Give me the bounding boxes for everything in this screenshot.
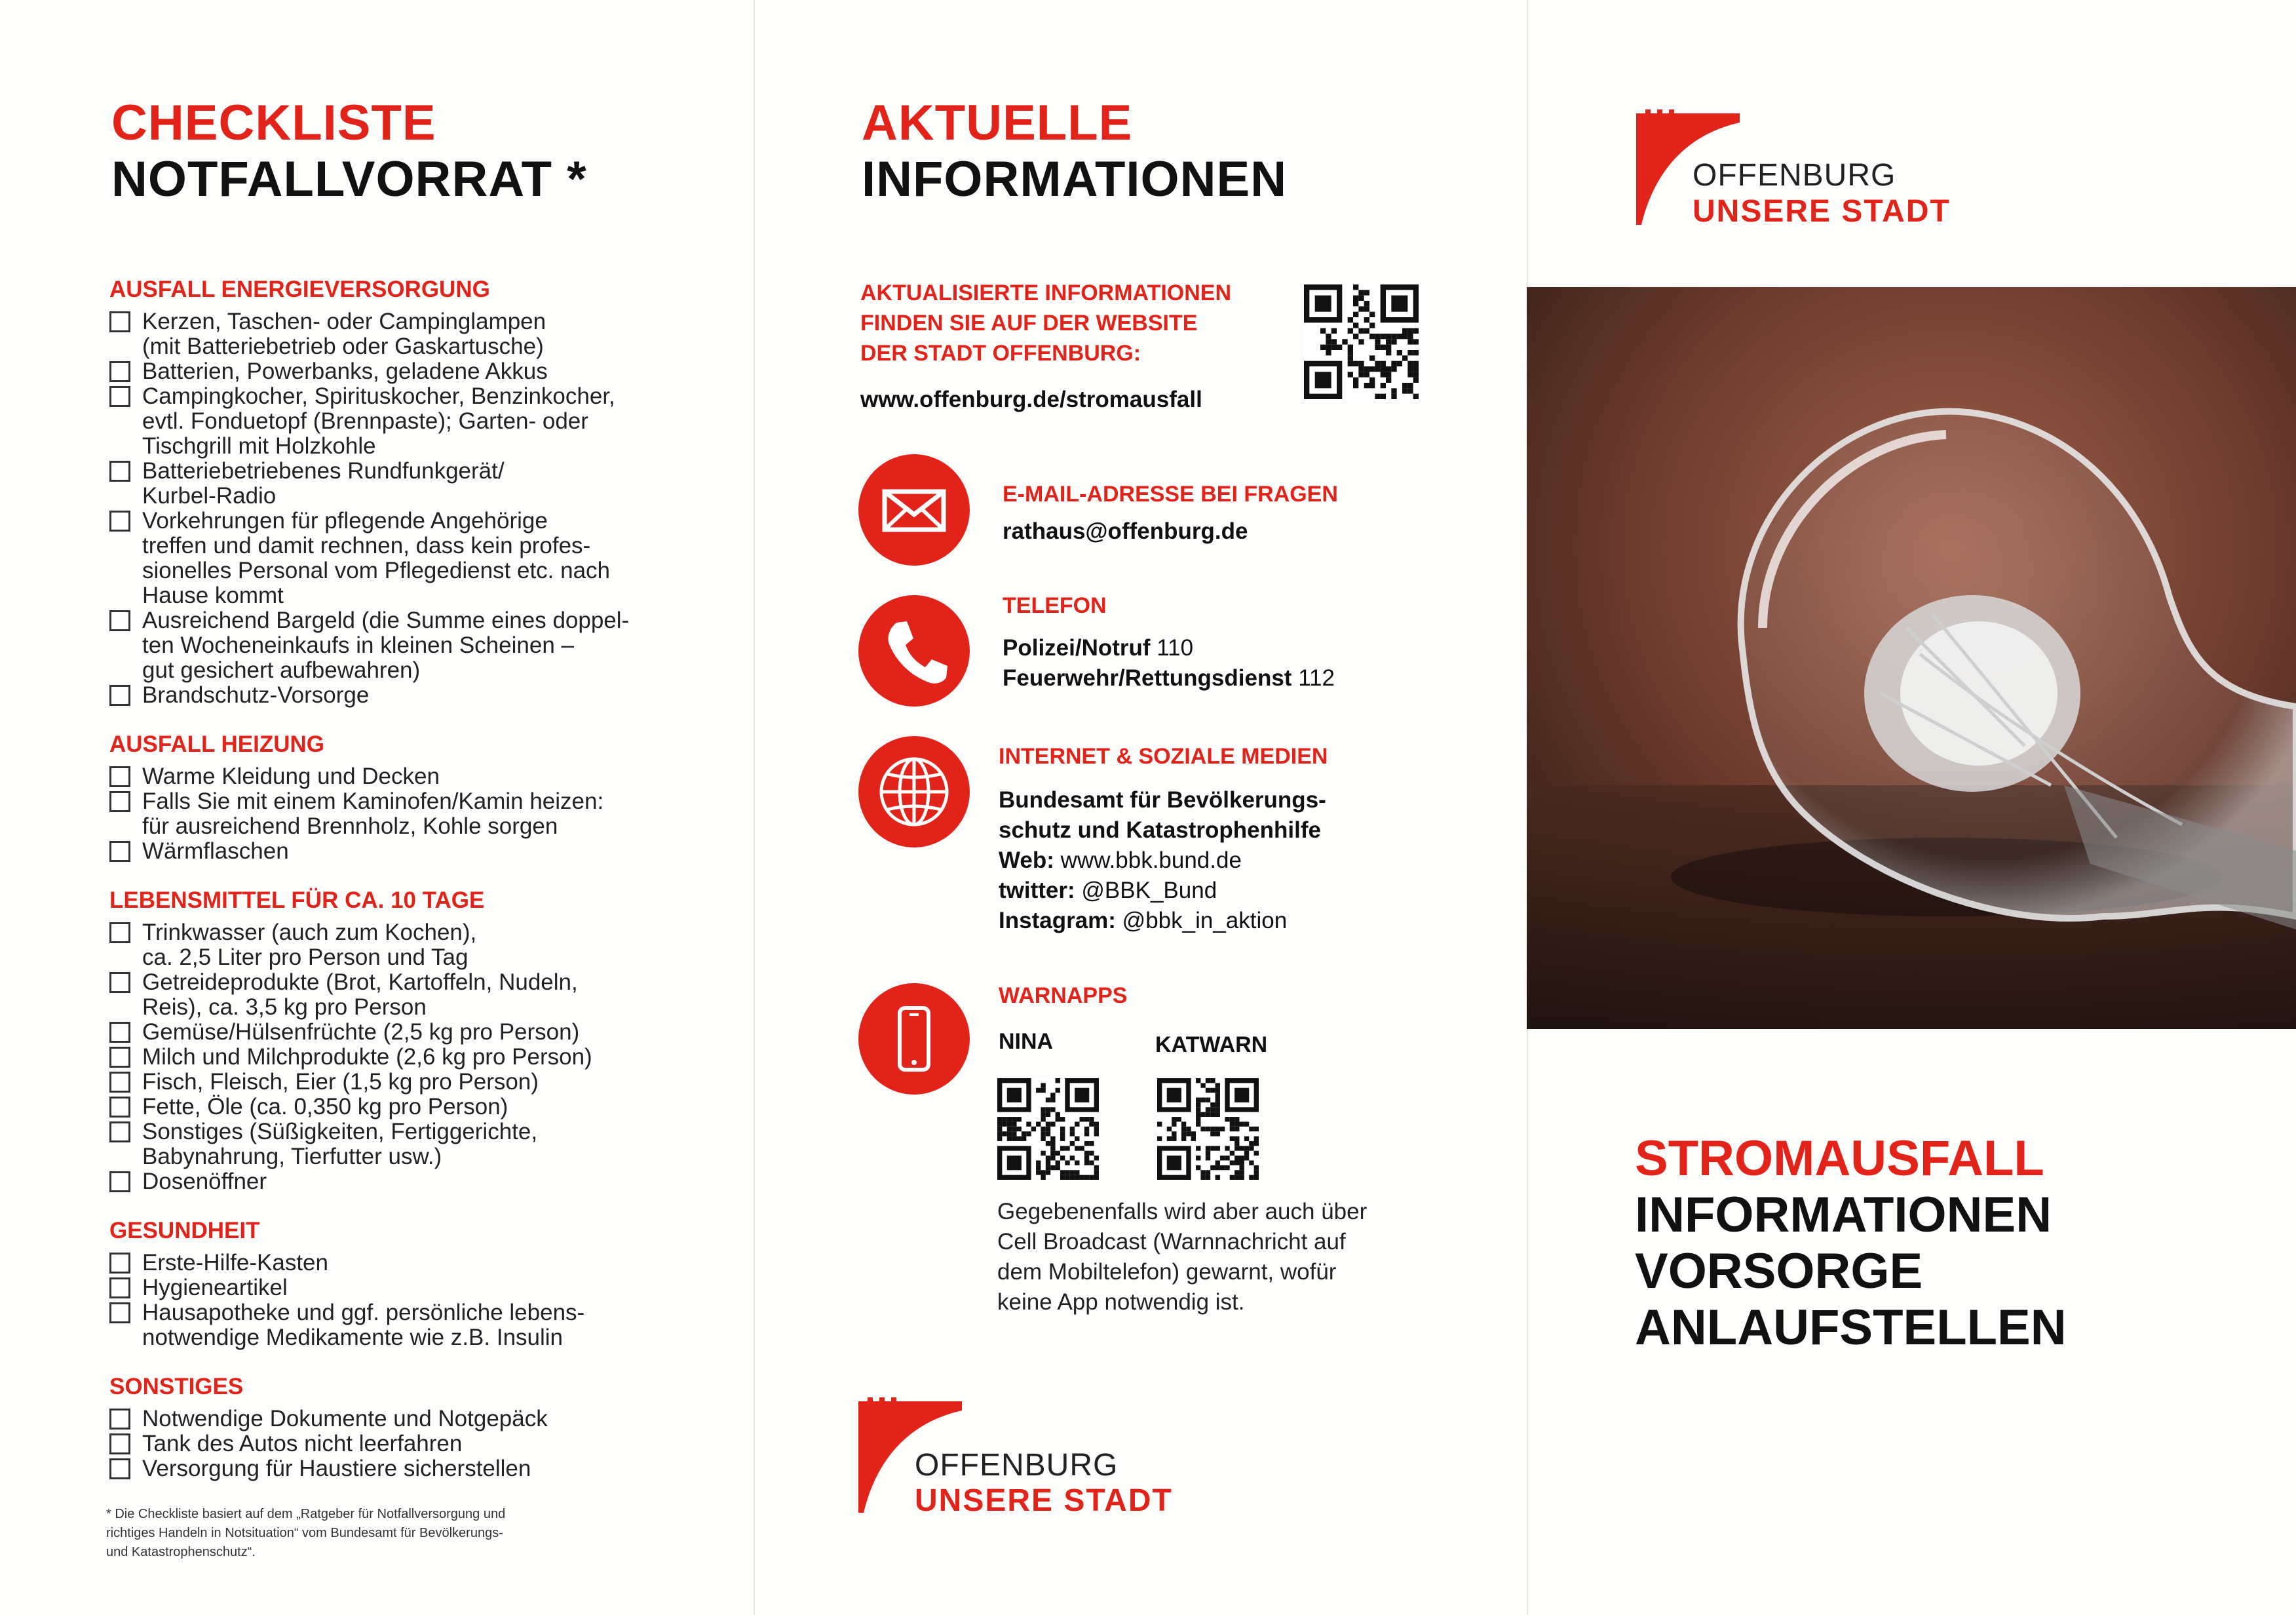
checkbox-icon[interactable] (109, 461, 130, 482)
checkbox-icon[interactable] (109, 1097, 130, 1118)
checklist-item-line: ten Wocheneinkaufs in kleinen Scheinen – (142, 632, 574, 658)
website-url[interactable]: www.offenburg.de/stromausfall (860, 387, 1202, 412)
app-katwarn-label: KATWARN (1155, 1032, 1268, 1057)
logo-city: OFFENBURG (1693, 158, 1896, 193)
nina-qr-code[interactable] (997, 1078, 1099, 1180)
checklist-item (109, 1456, 699, 1481)
phone-icon (858, 595, 970, 707)
checklist-item (109, 764, 699, 789)
checklist-item-text (142, 1251, 699, 1275)
checklist-item (109, 1119, 699, 1169)
cover-line: VORSORGE (1635, 1243, 1923, 1299)
checklist-item-line: Milch und Milchprodukte (2,6 kg pro Person) (142, 1044, 592, 1070)
checklist-item-text (142, 509, 699, 608)
warnapps-title: WARNAPPS (999, 983, 1128, 1008)
checklist-section-title: AUSFALL ENERGIEVERSORGUNG (109, 277, 490, 302)
checklist-item-line: Tank des Autos nicht leerfahren (142, 1431, 463, 1456)
checklist-item (109, 359, 699, 384)
checklist-section-title: AUSFALL HEIZUNG (109, 731, 324, 757)
internet-block (999, 744, 1328, 936)
phone-title: TELEFON (1003, 593, 1107, 618)
phone-label: Polizei/Notruf (1003, 635, 1151, 661)
cover-title-red: STROMAUSFALL (1635, 1131, 2044, 1186)
footnote (106, 1505, 604, 1562)
checklist-item (109, 309, 699, 359)
note-line: Cell Broadcast (Warnnachricht auf (997, 1229, 1346, 1255)
checklist-item-text (142, 1300, 699, 1350)
checklist-item-line: Sonstiges (Süßigkeiten, Fertiggerichte, (142, 1119, 538, 1144)
checklist-item-line: notwendige Medikamente wie z.B. Insulin (142, 1325, 564, 1350)
checklist-item-text (142, 1456, 699, 1481)
checklist-item (109, 384, 699, 459)
checklist-item-text (142, 359, 699, 384)
phone-block (1003, 593, 1335, 693)
checklist-item (109, 1251, 699, 1275)
checkbox-icon[interactable] (109, 1072, 130, 1093)
checklist-item-line: Campingkocher, Spirituskocher, Benzinkocher, (142, 383, 615, 409)
checklist-item-text (142, 1045, 699, 1070)
checklist-item-text (142, 1431, 699, 1456)
phone-line-police (1003, 633, 1335, 663)
checklist-item-line: Batteriebetriebenes Rundfunkgerät/ (142, 458, 505, 484)
cover-line: ANLAUFSTELLEN (1635, 1300, 2067, 1355)
web-label: Web: (999, 847, 1054, 873)
checklist-section-title: SONSTIGES (109, 1374, 244, 1399)
checklist-item-text (142, 1020, 699, 1045)
phone-circle (858, 595, 970, 707)
website-intro-line: FINDEN SIE AUF DER WEBSITE (860, 311, 1198, 336)
checklist-item (109, 1431, 699, 1456)
checklist-item-line: Dosenöffner (142, 1169, 267, 1194)
checkbox-icon[interactable] (109, 361, 130, 382)
phone-label: Feuerwehr/Rettungsdienst (1003, 665, 1292, 691)
checklist-item-text (142, 1119, 699, 1169)
checklist-item-text (142, 920, 699, 970)
checklist-item-line: Trinkwasser (auch zum Kochen), (142, 920, 477, 945)
note-line: keine App notwendig ist. (997, 1289, 1245, 1315)
phone-line-fire (1003, 663, 1335, 693)
checklist-item-text (142, 309, 699, 359)
checklist-section-title: GESUNDHEIT (109, 1218, 260, 1243)
checkbox-icon[interactable] (109, 791, 130, 812)
email-circle (858, 454, 970, 566)
app-nina-label: NINA (999, 1029, 1054, 1054)
checkbox-icon[interactable] (109, 511, 130, 532)
checklist-item-line: Reis), ca. 3,5 kg pro Person (142, 994, 427, 1020)
checklist-item-line: Batterien, Powerbanks, geladene Akkus (142, 359, 548, 384)
instagram-line (999, 906, 1328, 936)
internet-title: INTERNET & SOZIALE MEDIEN (999, 744, 1328, 769)
note-line: dem Mobiltelefon) gewarnt, wofür (997, 1259, 1337, 1285)
checklist-item-text (142, 1095, 699, 1119)
checklist-item-line: Kurbel-Radio (142, 483, 277, 509)
checklist-item (109, 1407, 699, 1431)
checkbox-icon[interactable] (109, 1047, 130, 1068)
checklist-item-text (142, 789, 699, 839)
note-line: Gegebenenfalls wird aber auch über (997, 1199, 1368, 1224)
checklist-item-line: Getreideprodukte (Brot, Kartoffeln, Nudeln, (142, 969, 578, 995)
instagram-label: Instagram: (999, 908, 1116, 933)
cell-broadcast-note (997, 1197, 1390, 1317)
website-intro-line: AKTUALISIERTE INFORMATIONEN (860, 281, 1232, 305)
offenburg-logo (857, 1396, 1198, 1517)
checklist-item (109, 608, 699, 683)
checklist-item-text (142, 683, 699, 708)
checklist-item (109, 683, 699, 708)
email-address[interactable]: rathaus@offenburg.de (1003, 518, 1248, 544)
checklist-item-line: Vorkehrungen für pflegende Angehörige (142, 508, 548, 534)
checklist-section-title: LEBENSMITTEL FÜR CA. 10 TAGE (109, 887, 485, 913)
checklist-item-text (142, 764, 699, 789)
instagram-handle[interactable]: @bbk_in_aktion (1122, 908, 1288, 933)
web-link[interactable]: www.bbk.bund.de (1060, 847, 1242, 873)
checklist-item (109, 920, 699, 970)
org-name-line: schutz und Katastrophenhilfe (999, 817, 1321, 843)
checklist-item-line: (mit Batteriebetrieb oder Gaskartusche) (142, 334, 544, 359)
checklist-item-line: Fette, Öle (ca. 0,350 kg pro Person) (142, 1094, 508, 1119)
twitter-label: twitter: (999, 878, 1075, 903)
logo-city: OFFENBURG (915, 1448, 1119, 1483)
checklist-item-line: Notwendige Dokumente und Notgepäck (142, 1406, 548, 1431)
twitter-line (999, 876, 1328, 906)
checklist-item (109, 1300, 699, 1350)
katwarn-qr-code[interactable] (1157, 1078, 1259, 1180)
checklist-item-line: Tischgrill mit Holzkohle (142, 433, 376, 459)
checklist-item-line: Gemüse/Hülsenfrüchte (2,5 kg pro Person) (142, 1019, 580, 1045)
org-name-line: Bundesamt für Bevölkerungs- (999, 787, 1326, 813)
checklist-title-red: CHECKLISTE (111, 95, 436, 151)
checkbox-icon[interactable] (109, 610, 130, 631)
cover-title (1635, 1131, 2067, 1356)
checkbox-icon[interactable] (109, 922, 130, 943)
checkbox-icon[interactable] (109, 1302, 130, 1323)
checklist-item (109, 1275, 699, 1300)
checkbox-icon[interactable] (109, 685, 130, 706)
checklist-item-line: Wärmflaschen (142, 838, 289, 864)
checklist-item-text (142, 1169, 699, 1194)
twitter-handle[interactable]: @BBK_Bund (1081, 878, 1217, 903)
checklist-item-line: Falls Sie mit einem Kaminofen/Kamin heizen: (142, 788, 604, 814)
envelope-icon (858, 454, 970, 566)
checkbox-icon[interactable] (109, 1022, 130, 1043)
checklist-item (109, 459, 699, 509)
checklist-item-text (142, 839, 699, 864)
checkbox-icon[interactable] (109, 1171, 130, 1192)
checklist-body (109, 256, 699, 1481)
checkbox-icon[interactable] (109, 311, 130, 332)
checklist-item-line: Erste-Hilfe-Kasten (142, 1250, 328, 1275)
footnote-line: und Katastrophenschutz“. (106, 1545, 256, 1559)
checklist-item-line: ca. 2,5 Liter pro Person und Tag (142, 944, 469, 970)
checkbox-icon[interactable] (109, 1121, 130, 1142)
website-block (860, 278, 1267, 413)
checklist-item-line: sionelles Personal vom Pflegedienst etc. nach (142, 558, 611, 583)
phone-number[interactable]: 112 (1298, 665, 1335, 691)
checklist-item (109, 1070, 699, 1095)
checklist-item-text (142, 970, 699, 1020)
checklist-item (109, 1095, 699, 1119)
checklist-item (109, 1045, 699, 1070)
checkbox-icon[interactable] (109, 1409, 130, 1430)
checklist-item-text (142, 459, 699, 509)
logo-tagline: UNSERE STADT (915, 1483, 1173, 1518)
checklist-item (109, 970, 699, 1020)
offenburg-logo-top (1635, 108, 1976, 229)
email-title: E-MAIL-ADRESSE BEI FRAGEN (1003, 482, 1338, 507)
checklist-item (109, 1020, 699, 1045)
logo-tagline: UNSERE STADT (1693, 194, 1951, 229)
checklist-heading (111, 95, 587, 208)
checklist-item-line: Fisch, Fleisch, Eier (1,5 kg pro Person) (142, 1069, 539, 1095)
checklist-item-line: treffen und damit rechnen, dass kein profes- (142, 533, 591, 558)
checklist-item-line: Warme Kleidung und Decken (142, 764, 440, 789)
lightbulb-image (1527, 287, 2296, 1029)
checklist-item-text (142, 1275, 699, 1300)
warnapps-circle (858, 983, 970, 1095)
checklist-item-line: Hausapotheke und ggf. persönliche lebens- (142, 1300, 585, 1325)
checklist-item-line: gut gesichert aufbewahren) (142, 657, 421, 683)
checklist-item-text (142, 608, 699, 683)
smartphone-icon (858, 983, 970, 1095)
checklist-item (109, 509, 699, 608)
checkbox-icon[interactable] (109, 386, 130, 407)
checkbox-icon[interactable] (109, 1433, 130, 1454)
checklist-panel (0, 0, 754, 1615)
phone-number[interactable]: 110 (1157, 635, 1194, 661)
checklist-title: NOTFALLVORRAT * (111, 151, 587, 207)
website-intro-line: DER STADT OFFENBURG: (860, 341, 1141, 366)
checkbox-icon[interactable] (109, 972, 130, 993)
checklist-item (109, 1169, 699, 1194)
email-block (1003, 482, 1338, 547)
info-title-red: AKTUELLE (862, 95, 1133, 151)
checklist-item-line: Versorgung für Haustiere sicherstellen (142, 1456, 531, 1481)
checklist-item-line: Hygieneartikel (142, 1275, 288, 1300)
info-title: INFORMATIONEN (862, 151, 1288, 207)
checkbox-icon[interactable] (109, 1253, 130, 1274)
web-line (999, 846, 1328, 876)
info-heading (862, 95, 1287, 208)
checklist-item-line: Brandschutz-Vorsorge (142, 682, 370, 708)
checklist-item-line: Kerzen, Taschen- oder Campinglampen (142, 309, 546, 334)
checklist-item (109, 839, 699, 864)
checkbox-icon[interactable] (109, 1277, 130, 1298)
lightbulb-photo (1527, 287, 2296, 1029)
checklist-item-line: Hause kommt (142, 583, 284, 608)
checkbox-icon[interactable] (109, 841, 130, 862)
fold-line (754, 0, 755, 1615)
checkbox-icon[interactable] (109, 766, 130, 787)
checklist-item-text (142, 384, 699, 459)
internet-circle (858, 736, 970, 847)
footnote-line: richtiges Handeln in Notsituation“ vom Bundesamt für Bevölkerungs- (106, 1526, 503, 1540)
website-qr-code[interactable] (1304, 284, 1419, 399)
checklist-item-text (142, 1407, 699, 1431)
checklist-item-line: für ausreichend Brennholz, Kohle sorgen (142, 813, 558, 839)
footnote-line: * Die Checkliste basiert auf dem „Ratgeber für Notfallversorgung und (106, 1507, 506, 1521)
cover-line: INFORMATIONEN (1635, 1187, 2052, 1243)
checklist-item-line: evtl. Fonduetopf (Brennpaste); Garten- oder (142, 408, 588, 434)
checklist-item-text (142, 1070, 699, 1095)
checklist-item (109, 789, 699, 839)
globe-icon (858, 736, 970, 847)
checkbox-icon[interactable] (109, 1458, 130, 1479)
checklist-item-line: Ausreichend Bargeld (die Summe eines doppel- (142, 608, 630, 633)
checklist-item-line: Babynahrung, Tierfutter usw.) (142, 1144, 442, 1169)
